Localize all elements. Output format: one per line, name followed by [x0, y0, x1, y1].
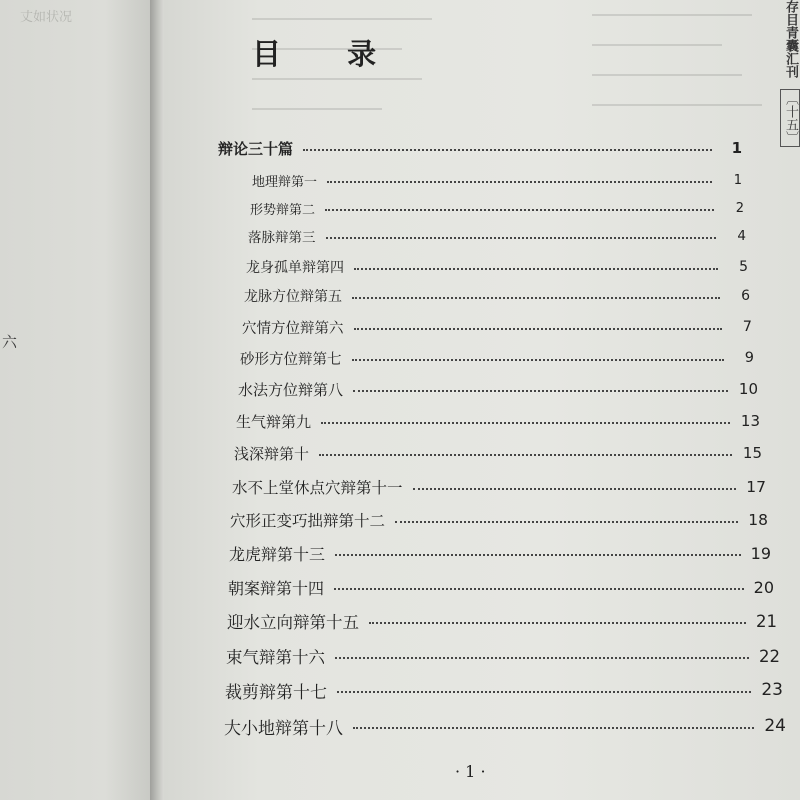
toc-title: 水不上堂休点穴辩第十一 — [232, 479, 403, 497]
toc-entry[interactable] — [238, 378, 758, 400]
toc-heading: 目 录 — [252, 37, 405, 71]
dot-leader — [334, 588, 744, 590]
toc-title: 迎水立向辩第十五 — [227, 613, 359, 632]
toc-page: 2 — [735, 200, 744, 216]
toc-page: 13 — [740, 412, 760, 430]
toc-title: 地理辩第一 — [252, 174, 318, 190]
toc-entry[interactable] — [232, 476, 766, 498]
toc-page: 1 — [733, 172, 742, 188]
dot-leader — [354, 268, 718, 270]
series-title: 存目青囊汇刊 — [783, 0, 798, 78]
toc-title: 大小地辩第十八 — [224, 718, 343, 739]
toc-entry[interactable] — [242, 316, 752, 338]
toc-page: 6 — [741, 288, 750, 304]
dot-leader — [325, 209, 714, 211]
toc-title: 穴情方位辩第六 — [242, 320, 344, 337]
toc-page: 1 — [731, 139, 742, 157]
book-gutter — [150, 0, 164, 800]
toc-page: 22 — [759, 646, 780, 666]
toc-page: 18 — [748, 511, 768, 529]
toc-page: 20 — [753, 577, 774, 597]
toc-title: 龙身孤单辩第四 — [246, 260, 344, 276]
toc-entry[interactable] — [230, 509, 768, 531]
toc-page: 4 — [737, 228, 746, 244]
toc-title: 落脉辩第三 — [248, 230, 316, 246]
left-page-bleed-text: 丈如状况 — [20, 10, 73, 25]
toc-page: 19 — [750, 543, 771, 563]
toc-entry[interactable] — [246, 256, 748, 278]
toc-entry[interactable] — [226, 645, 780, 667]
toc-page: 21 — [756, 611, 777, 631]
dot-leader — [319, 454, 732, 456]
toc-section[interactable] — [218, 137, 742, 159]
toc-page: 10 — [738, 380, 758, 398]
toc-title: 朝案辩第十四 — [228, 578, 325, 598]
toc-title: 辩论三十篇 — [218, 139, 294, 158]
dot-leader — [353, 727, 754, 729]
toc-title: 穴形正变巧拙辩第十二 — [230, 512, 386, 530]
dot-leader — [335, 554, 741, 556]
toc-page: 15 — [742, 444, 762, 462]
toc-page: 17 — [746, 478, 766, 496]
toc-entry[interactable] — [240, 347, 754, 369]
dot-leader — [369, 622, 746, 624]
toc-entry[interactable] — [248, 225, 746, 247]
dot-leader — [353, 390, 728, 392]
toc-title: 生气辩第九 — [236, 412, 312, 431]
toc-page: 24 — [764, 716, 786, 736]
toc-title: 龙虎辩第十三 — [229, 544, 326, 564]
toc-entry[interactable] — [227, 610, 777, 632]
toc-entry[interactable] — [225, 679, 783, 701]
toc-page: 7 — [742, 319, 752, 335]
dot-leader — [303, 149, 712, 151]
running-header — [770, 0, 800, 147]
page-number: · 1 · — [455, 762, 486, 781]
toc-entry[interactable] — [234, 442, 762, 464]
dot-leader — [354, 328, 723, 330]
toc-entry[interactable] — [236, 410, 760, 432]
dot-leader — [352, 297, 720, 299]
toc-page: 5 — [739, 259, 748, 275]
toc-title: 裁剪辩第十七 — [225, 682, 327, 703]
toc-title: 束气辩第十六 — [226, 648, 325, 667]
toc-entry[interactable] — [252, 169, 742, 191]
toc-title: 形势辩第二 — [250, 202, 316, 218]
dot-leader — [335, 657, 749, 659]
left-page — [0, 0, 150, 800]
toc-title: 水法方位辩第八 — [238, 380, 344, 399]
left-page-margin-char: 六 — [2, 333, 18, 351]
dot-leader — [352, 359, 725, 361]
volume-label: 〔十五〕 — [780, 89, 800, 147]
dot-leader — [321, 422, 730, 424]
dot-leader — [413, 488, 736, 490]
toc-entry[interactable] — [229, 542, 771, 564]
toc-entry[interactable] — [244, 285, 750, 307]
dot-leader — [327, 181, 712, 183]
toc-page: 23 — [761, 680, 783, 700]
dot-leader — [395, 521, 738, 523]
toc-entry[interactable] — [228, 576, 774, 598]
toc-entry[interactable] — [250, 197, 744, 219]
toc-page: 9 — [744, 350, 754, 366]
toc-title: 浅深辩第十 — [234, 444, 310, 463]
toc-title: 砂形方位辩第七 — [240, 351, 342, 368]
toc-entry[interactable] — [224, 715, 786, 737]
dot-leader — [326, 237, 717, 239]
dot-leader — [337, 691, 751, 693]
toc-title: 龙脉方位辩第五 — [244, 289, 342, 305]
